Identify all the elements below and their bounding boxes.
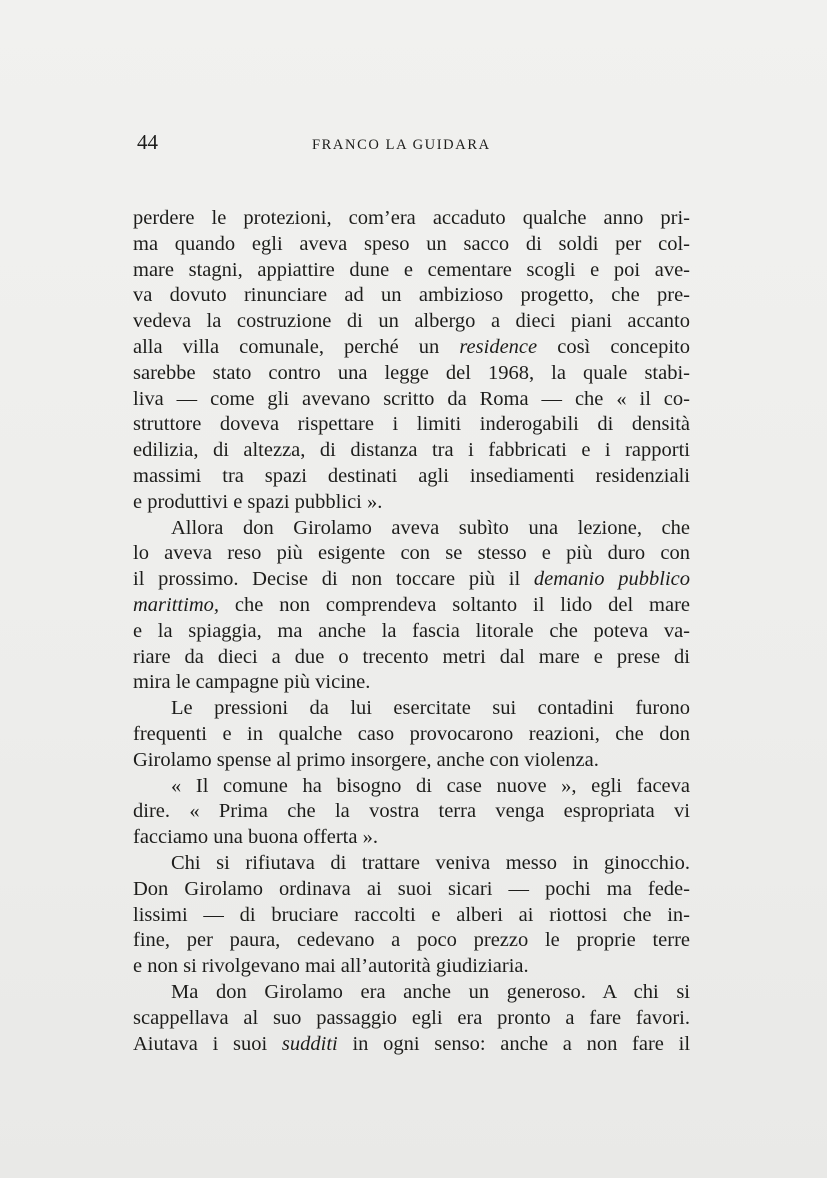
text-line <box>133 567 690 593</box>
text-line <box>133 335 690 361</box>
text-line: riare da dieci a due o trecento metri dal mare e prese di <box>133 645 690 668</box>
text-segment: in ogni senso: anche a non fare il <box>352 1032 691 1055</box>
text-line: mira le campagne più vicine. <box>133 671 371 694</box>
text-line: Allora don Girolamo aveva subìto una lezione, che <box>171 516 690 539</box>
italic-word: marittimo, <box>133 593 219 616</box>
text-line: dire. « Prima che la vostra terra venga espropriata vi <box>133 800 690 823</box>
text-line: perdere le protezioni, com’era accaduto qualche anno pri- <box>133 207 690 229</box>
text-line: e non si rivolgevano mai all’autorità giudiziaria. <box>133 955 529 978</box>
text-segment: alla villa comunale, perché un <box>133 335 440 358</box>
text-line: Le pressioni da lui esercitate sui contadini furono <box>171 697 690 720</box>
text-line: « Il comune ha bisogno di case nuove », egli faceva <box>171 774 690 797</box>
text-line: liva — come gli avevano scritto da Roma — che « il co- <box>133 387 690 410</box>
text-line: fine, per paura, cedevano a poco prezzo le proprie terre <box>133 929 690 952</box>
text-line: facciamo una buona offerta ». <box>133 826 378 849</box>
text-line: e produttivi e spazi pubblici ». <box>133 490 383 513</box>
running-head: FRANCO LA GUIDARA <box>312 137 491 153</box>
text-line: scappellava al suo passaggio egli era pronto a fare favori. <box>133 1006 690 1029</box>
text-line: Ma don Girolamo era anche un generoso. A chi si <box>171 980 690 1003</box>
text-segment: che non comprendeva soltanto il lido del mare <box>234 593 691 616</box>
page-number: 44 <box>137 130 158 154</box>
text-line: lo aveva reso più esigente con se stesso e più duro con <box>133 542 690 565</box>
text-segment: Aiutava i suoi <box>133 1032 268 1055</box>
text-line <box>133 1032 690 1058</box>
body-text <box>133 206 690 1057</box>
text-line: Don Girolamo ordinava ai suoi sicari — pochi ma fede- <box>133 877 690 900</box>
text-line <box>133 593 690 619</box>
text-line: Chi si rifiutava di trattare veniva messo in ginocchio. <box>171 851 690 874</box>
italic-phrase: demanio pubblico <box>533 568 690 591</box>
text-line: mare stagni, appiattire dune e cementare scogli e poi ave- <box>133 258 690 281</box>
text-line: e la spiaggia, ma anche la fascia litorale che poteva va- <box>133 619 690 642</box>
text-line: edilizia, di altezza, di distanza tra i fabbricati e i rapporti <box>133 439 690 462</box>
text-line: lissimi — di bruciare raccolti e alberi ai riottosi che in- <box>133 903 690 926</box>
text-line: Girolamo spense al primo insorgere, anche con violenza. <box>133 748 599 771</box>
text-line: frequenti e in qualche caso provocarono reazioni, che don <box>133 722 690 745</box>
text-segment: così concepito <box>557 335 691 358</box>
text-line: massimi tra spazi destinati agli insediamenti residenziali <box>133 464 690 487</box>
text-line: vedeva la costruzione di un albergo a dieci piani accanto <box>133 310 690 333</box>
text-line: va dovuto rinunciare ad un ambizioso progetto, che pre- <box>133 284 690 307</box>
text-line: struttore doveva rispettare i limiti inderogabili di densità <box>133 413 690 436</box>
text-segment: il prossimo. Decise di non toccare più il <box>133 568 521 591</box>
italic-word: sudditi <box>281 1032 338 1055</box>
text-line: sarebbe stato contro una legge del 1968, la quale stabi- <box>133 361 690 384</box>
text-line: ma quando egli aveva speso un sacco di soldi per col- <box>133 232 690 255</box>
italic-word: residence <box>459 335 538 358</box>
